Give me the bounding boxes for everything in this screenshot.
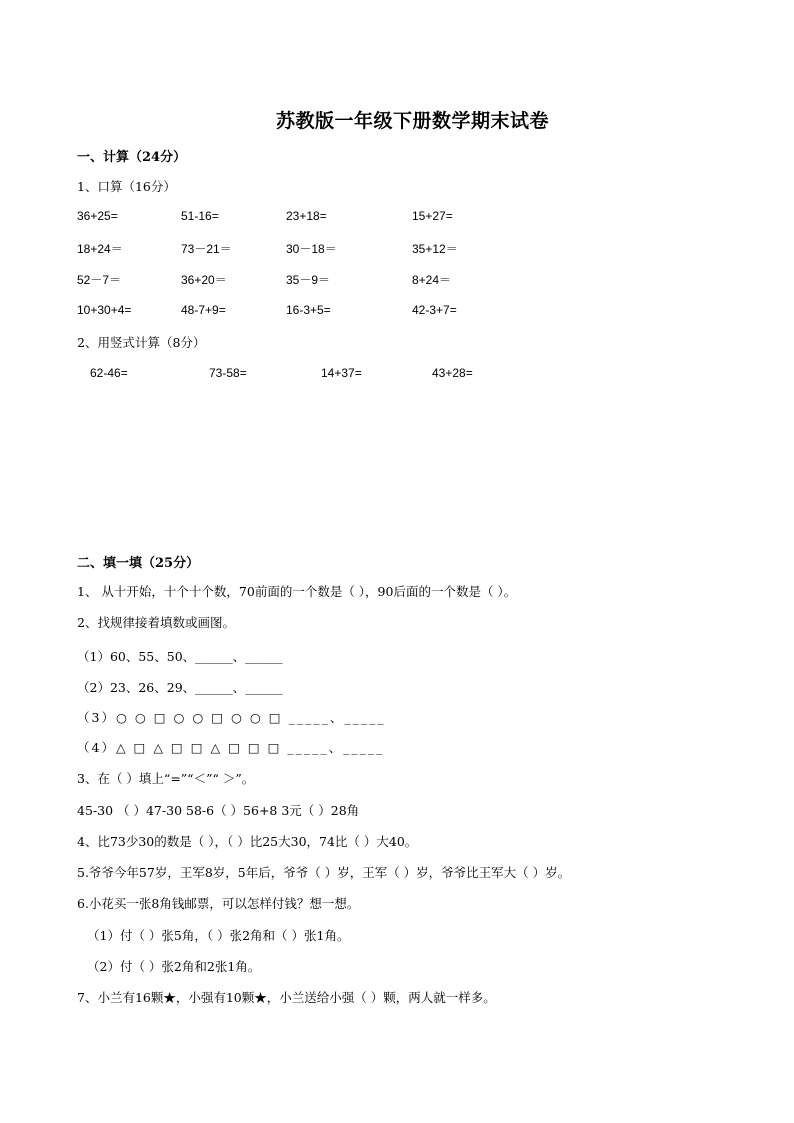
math-item: 73－21＝ [181,242,232,256]
question-line: 7、小兰有16颗★，小强有10颗★，小兰送给小强（ ）颗，两人就一样多。 [77,990,496,1005]
question-line: 2、找规律接着填数或画图。 [77,615,235,630]
math-item: 48-7+9= [181,303,226,317]
math-item: 35+12＝ [412,242,458,256]
section-2-heading: 二、填一填（25分） [77,556,200,571]
mental-math-heading: 1、口算（16分） [77,179,176,194]
pattern-line: （2）23、26、29、______、______ [77,680,283,695]
question-line: （2）付（ ）张2角和2张1角。 [87,959,261,974]
question-line: 1、 从十开始，十个十个数，70前面的一个数是（ ），90后面的一个数是（ ）。 [77,584,517,599]
compare-line: 45-30 （ ）47-30 58-6（ ）56+8 3元（ ）28角 [77,803,360,818]
math-item: 16-3+5= [286,303,331,317]
question-line: （1）付（ ）张5角，（ ）张2角和（ ）张1角。 [87,928,350,943]
vertical-calc-item: 43+28= [432,366,473,380]
pattern-line: （1）60、55、50、______、______ [77,649,283,664]
section-1-heading: 一、计算（24分） [77,150,187,165]
vertical-calc-item: 14+37= [321,366,362,380]
vertical-calc-heading: 2、用竖式计算（8分） [77,335,206,350]
math-item: 10+30+4= [77,303,132,317]
question-line: 6.小花买一张8角钱邮票，可以怎样付钱？想一想。 [77,896,360,911]
math-item: 36+25= [77,209,118,223]
question-line: 4、比73少30的数是（ ），（ ）比25大30，74比（ ）大40。 [77,834,418,849]
question-line: 3、在（ ）填上“=”“＜”“ ＞”。 [77,771,255,786]
math-item: 42-3+7= [412,303,457,317]
vertical-calc-item: 62-46= [90,366,128,380]
vertical-calc-item: 73-58= [209,366,247,380]
math-item: 15+27= [412,209,453,223]
math-item: 51-16= [181,209,219,223]
page-title: 苏教版一年级下册数学期末试卷 [276,110,550,132]
math-item: 30－18＝ [286,242,337,256]
pattern-line: （4）△ □ △ □ □ △ □ □ □ _____、_____ [77,740,385,755]
math-item: 18+24＝ [77,242,123,256]
math-item: 8+24＝ [412,273,452,287]
math-item: 52－7＝ [77,273,122,287]
math-item: 23+18= [286,209,327,223]
question-line: 5.爷爷今年57岁，王军8岁，5年后，爷爷（ ）岁，王军（ ）岁，爷爷比王军大（ ）岁。 [77,865,571,880]
math-item: 36+20＝ [181,273,227,287]
math-item: 35－9＝ [286,273,331,287]
pattern-line: （3）○ ○ □ ○ ○ □ ○ ○ □ _____、_____ [77,710,386,725]
